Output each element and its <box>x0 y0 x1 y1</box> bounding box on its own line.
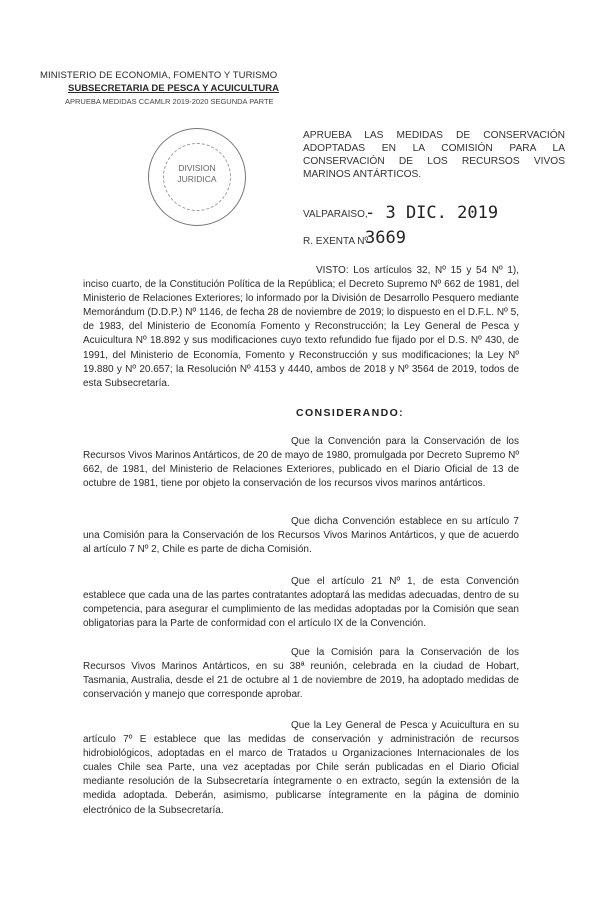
resolution-date-stamp: - 3 DIC. 2019 <box>365 203 499 223</box>
stamp-line-2: JURIDICA <box>177 174 217 184</box>
resolution-number-stamp: 3669 <box>365 228 406 248</box>
subsecretaria-header: SUBSECRETARIA DE PESCA Y ACUICULTURA <box>68 83 279 94</box>
ministry-header: MINISTERIO DE ECONOMIA, FOMENTO Y TURISMO <box>40 70 278 81</box>
place-label: VALPARAISO, <box>303 209 368 220</box>
considerando-paragraph-4: Que la Comisión para la Conservación de los Recursos Vivos Marinos Antárticos, en su 38ª reunión, celebrada en la ciudad de Hobart, Tasmania, Australia, desde el 21 de octubre al 1 de noviembre de 2019, ha adoptado medidas de conservación y manejo que corresponde aprobar. <box>83 647 519 701</box>
resolution-title: APRUEBA LAS MEDIDAS DE CONSERVACIÓN ADOPTADAS EN LA COMISIÓN PARA LA CONSERVACIÓN DE LOS RECURSOS VIVOS MARINOS ANTÁRTICOS. <box>303 130 565 180</box>
document-subject-line: APRUEBA MEDIDAS CCAMLR 2019-2020 SEGUNDA PARTE <box>65 97 274 106</box>
considerando-heading: CONSIDERANDO: <box>296 407 405 419</box>
visto-paragraph: VISTO: Los artículos 32, Nº 15 y 54 Nº 1), inciso cuarto, de la Constitución Política de la República; el Decreto Supremo Nº 662 de 1981, del Ministerio de Relaciones Exteriores; lo informado por la División de Desarrollo Pesquero mediante Memorándum (D.D.P.) Nº 1146, de fecha 28 de noviembre de 2019; lo dispuesto en el D.F.L. Nº 5, de 1983, del Ministerio de Economía Fomento y Reconstrucción; la Ley General de Pesca y Acuicultura Nº 18.892 y sus modificaciones cuyo texto refundido fue fijado por el D.S. Nº 430, de 1991, del Ministerio de Economía, Fomento y Reconstrucción y sus modificaciones; la Ley Nº 19.880 y Nº 20.657; la Resolución Nº 4153 y 4440, ambos de 2018 y Nº 3564 de 2019, todos de esta Subsecretaría. <box>83 265 519 389</box>
considerando-paragraph-5: Que la Ley General de Pesca y Acuicultura en su artículo 7º E establece que las medidas de conservación y administración de recursos hidrobiológicos, adoptadas en el marco de Tratados u Organizaciones Internacionales de los cuales Chile sea Parte, una vez aceptadas por Chile serán publicadas en el Diario Oficial mediante resolución de la Subsecretaría íntegramente o en extracto, según la extensión de la medida adoptada. Deberán, asimismo, publicarse íntegramente en la página de dominio electrónico de la Subsecretaría. <box>83 720 519 816</box>
stamp-line-1: DIVISION <box>178 163 216 173</box>
stamp-text <box>149 163 245 185</box>
considerando-paragraph-2: Que dicha Convención establece en su artículo 7 una Comisión para la Conservación de los Recursos Vivos Marinos Antárticos, y que de acuerdo al artículo 7 Nº 2, Chile es parte de dicha Comisión. <box>83 516 519 556</box>
resolution-number-label: R. EXENTA Nº <box>303 236 369 247</box>
division-juridica-stamp <box>148 128 246 226</box>
considerando-paragraph-3: Que el artículo 21 Nº 1, de esta Convención establece que cada una de las partes contratantes adoptará las medidas adecuadas, dentro de su competencia, para asegurar el cumplimiento de las medidas adoptadas por la Comisión que sean obligatorias para la Parte de conformidad con el artículo IX de la Convención. <box>83 576 519 630</box>
considerando-paragraph-1: Que la Convención para la Conservación de los Recursos Vivos Marinos Antárticos, de 20 de mayo de 1980, promulgada por Decreto Supremo Nº 662, de 1981, del Ministerio de Relaciones Exteriores, publicado en el Diario Oficial de 13 de octubre de 1981, tiene por objeto la conservación de los recursos vivos marinos antárticos. <box>83 436 519 490</box>
